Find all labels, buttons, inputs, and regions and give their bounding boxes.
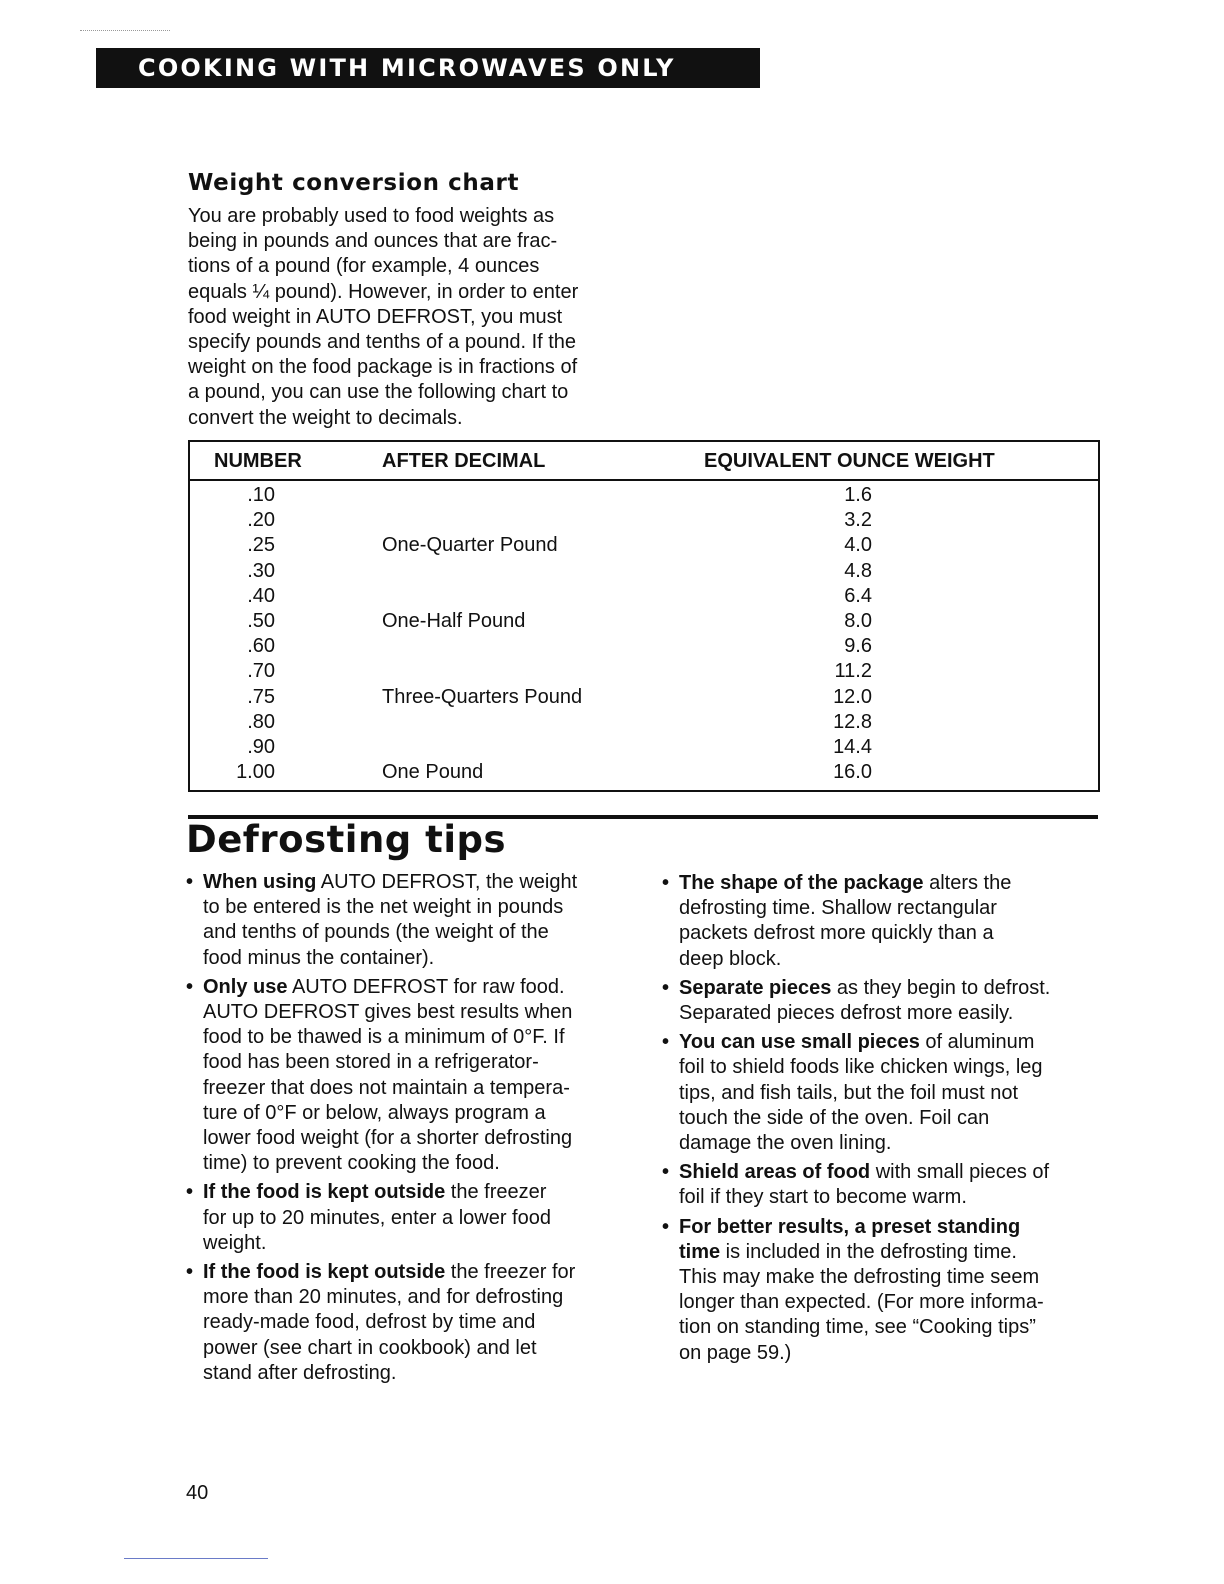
tip-text: food has been stored in a refrigerator- <box>203 1051 539 1074</box>
tip-text: packets defrost more quickly than a <box>679 922 994 945</box>
defrosting-tips-left-column <box>186 870 636 1390</box>
tip-line <box>203 946 636 971</box>
tip-line <box>679 1131 1102 1156</box>
cell-after-decimal: Three-Quarters Pound <box>382 685 583 708</box>
tip-lead: For better results, a preset standing <box>679 1215 1021 1238</box>
tip-text: foil to shield foods like chicken wings, leg <box>679 1056 1043 1079</box>
bullet-dot-icon: • <box>186 1261 194 1284</box>
intro-line: You are probably used to food weights as <box>188 205 555 227</box>
tip-lead: If the food is kept outside <box>203 1261 446 1284</box>
cell-number: .30 <box>247 559 275 582</box>
tip-line <box>203 1076 636 1101</box>
tip-text: weight. <box>203 1231 267 1254</box>
cell-after-decimal: One Pound <box>382 761 484 784</box>
tip-text: with small pieces of <box>870 1161 1050 1184</box>
cell-number: .80 <box>247 710 275 733</box>
tip-lead: When using <box>203 871 317 893</box>
tip-text: power (see chart in cookbook) and let <box>203 1336 537 1359</box>
cell-after-decimal: One-Half Pound <box>382 609 526 632</box>
tip-line <box>203 1000 636 1025</box>
tip-item <box>186 1260 636 1386</box>
tip-line <box>679 1315 1102 1340</box>
bullet-dot-icon: • <box>662 1031 670 1054</box>
tip-text: on page 59.) <box>679 1341 792 1364</box>
tip-line <box>203 895 636 920</box>
bullet-dot-icon: • <box>662 872 670 894</box>
intro-line: a pound, you can use the following chart to <box>188 381 569 404</box>
table-row <box>190 508 1098 533</box>
tip-text: more than 20 minutes, and for defrosting <box>203 1286 564 1309</box>
tip-text: time) to prevent cooking the food. <box>203 1152 500 1175</box>
tip-item <box>186 870 636 971</box>
tip-text: tips, and fish tails, but the foil must not <box>679 1081 1019 1104</box>
tip-text: alters the <box>923 872 1012 894</box>
cell-ounce-weight: 12.0 <box>833 685 872 708</box>
tip-lead: If the food is kept outside <box>203 1181 446 1204</box>
cell-ounce-weight: 1.6 <box>844 484 872 506</box>
tip-text: AUTO DEFROST for raw food. <box>287 975 565 998</box>
tip-text: for up to 20 minutes, enter a lower food <box>203 1206 551 1229</box>
tip-line <box>203 1285 636 1310</box>
page-number: 40 <box>186 1482 209 1504</box>
tip-line <box>203 1361 636 1386</box>
tip-text: deep block. <box>679 947 782 970</box>
tip-text: AUTO DEFROST, the weight <box>316 871 578 893</box>
tip-line <box>203 975 636 1000</box>
tip-text: tion on standing time, see “Cooking tips” <box>679 1316 1036 1339</box>
tip-line <box>679 1160 1102 1185</box>
cell-number: .25 <box>247 534 275 557</box>
tip-text: longer than expected. (For more informa- <box>679 1291 1044 1314</box>
cell-number: .60 <box>247 635 275 658</box>
tip-text: freezer that does not maintain a tempera- <box>203 1076 570 1099</box>
cell-ounce-weight: 8.0 <box>844 609 872 632</box>
section-banner: COOKING WITH MICROWAVES ONLY <box>96 48 760 88</box>
intro-line: convert the weight to decimals. <box>188 406 463 429</box>
cell-ounce-weight: 16.0 <box>833 761 872 784</box>
table-body <box>190 483 1098 785</box>
table-row <box>190 760 1098 785</box>
cell-ounce-weight: 14.4 <box>833 735 872 758</box>
cell-number: .20 <box>247 509 275 532</box>
tip-line <box>679 871 1102 896</box>
cell-number: .10 <box>247 484 275 506</box>
tip-item <box>662 1215 1102 1366</box>
column-header-ounce-weight: EQUIVALENT OUNCE WEIGHT <box>704 450 995 472</box>
tip-text: damage the oven lining. <box>679 1132 892 1155</box>
table-row <box>190 685 1098 710</box>
tip-line <box>679 947 1102 972</box>
tip-line <box>203 1151 636 1176</box>
intro-line: weight on the food package is in fractions of <box>188 356 578 379</box>
tip-line <box>679 896 1102 921</box>
bullet-dot-icon: • <box>662 1161 670 1184</box>
tip-line <box>679 1215 1102 1240</box>
tip-line <box>679 1290 1102 1315</box>
tip-line <box>203 870 636 895</box>
tip-line <box>203 920 636 945</box>
tip-line <box>679 1341 1102 1366</box>
scan-edge-line <box>124 1558 268 1559</box>
cell-number: .75 <box>247 685 275 708</box>
tip-line <box>679 1055 1102 1080</box>
table-row <box>190 634 1098 659</box>
cell-ounce-weight: 9.6 <box>844 635 872 658</box>
tip-item <box>662 1160 1102 1210</box>
tip-line <box>679 1081 1102 1106</box>
tip-text: food minus the container). <box>203 946 435 969</box>
defrosting-tips-right-column <box>662 871 1102 1370</box>
table-row <box>190 710 1098 735</box>
bullet-dot-icon: • <box>662 976 670 999</box>
tip-line <box>203 1126 636 1151</box>
tip-text: to be entered is the net weight in pounds <box>203 896 564 919</box>
tip-line <box>203 1336 636 1361</box>
cell-number: .70 <box>247 660 275 683</box>
tip-line <box>679 1240 1102 1265</box>
tip-line <box>203 1231 636 1256</box>
tip-text: lower food weight (for a shorter defrosting <box>203 1127 573 1150</box>
tip-line <box>679 976 1102 1001</box>
cell-after-decimal: One-Quarter Pound <box>382 534 558 557</box>
cell-ounce-weight: 11.2 <box>834 660 872 683</box>
cell-ounce-weight: 4.8 <box>844 559 872 582</box>
cell-number: 1.00 <box>236 761 275 784</box>
table-row <box>190 609 1098 634</box>
intro-line: tions of a pound (for example, 4 ounces <box>188 255 540 278</box>
tip-text: the freezer for <box>445 1261 576 1284</box>
tip-line <box>679 1185 1102 1210</box>
tip-line <box>679 1265 1102 1290</box>
tip-text: food to be thawed is a minimum of 0°F. If <box>203 1026 565 1049</box>
tip-item <box>662 976 1102 1026</box>
tip-text: ture of 0°F or below, always program a <box>203 1101 546 1124</box>
tip-lead: Shield areas of food <box>679 1161 871 1184</box>
cell-ounce-weight: 3.2 <box>844 509 872 532</box>
weight-chart-title: Weight conversion chart <box>188 170 520 196</box>
weight-conversion-table <box>188 440 1100 792</box>
intro-line: being in pounds and ounces that are frac- <box>188 230 558 253</box>
tip-line <box>679 1106 1102 1131</box>
tip-text: of aluminum <box>919 1031 1035 1054</box>
tip-text: ready-made food, defrost by time and <box>203 1311 536 1334</box>
tip-text: Separated pieces defrost more easily. <box>679 1002 1014 1025</box>
tip-text: defrosting time. Shallow rectangular <box>679 897 997 920</box>
tip-lead-cont: time <box>679 1240 721 1263</box>
table-row <box>190 533 1098 558</box>
intro-line: specify pounds and tenths of a pound. If the <box>188 331 577 354</box>
tip-text: This may make the defrosting time seem <box>679 1266 1040 1289</box>
cell-number: .40 <box>247 584 275 607</box>
tip-text: touch the side of the oven. Foil can <box>679 1106 990 1129</box>
tip-line <box>679 1001 1102 1026</box>
tip-line <box>203 1206 636 1231</box>
bullet-dot-icon: • <box>662 1215 670 1238</box>
column-header-after-decimal: AFTER DECIMAL <box>382 450 546 472</box>
tip-line <box>679 1030 1102 1055</box>
cell-number: .90 <box>247 735 275 758</box>
tip-lead: Only use <box>203 975 288 998</box>
cell-ounce-weight: 6.4 <box>844 584 872 607</box>
tip-line <box>203 1260 636 1285</box>
tip-text: stand after defrosting. <box>203 1361 397 1384</box>
tip-line <box>203 1310 636 1335</box>
tip-line <box>679 921 1102 946</box>
tip-text: and tenths of pounds (the weight of the <box>203 921 549 944</box>
column-header-number: NUMBER <box>214 450 302 472</box>
table-header <box>190 442 1098 481</box>
tip-text: is included in the defrosting time. <box>720 1240 1017 1263</box>
table-row <box>190 559 1098 584</box>
intro-line: equals ¼ pound). However, in order to enter <box>188 280 579 303</box>
intro-line: food weight in AUTO DEFROST, you must <box>188 305 563 328</box>
tip-text: as they begin to defrost. <box>831 976 1051 999</box>
tip-item <box>186 975 636 1177</box>
table-row <box>190 659 1098 684</box>
tip-line <box>203 1050 636 1075</box>
tip-lead: You can use small pieces <box>679 1031 920 1054</box>
tip-line <box>203 1101 636 1126</box>
bullet-dot-icon: • <box>186 1181 194 1204</box>
bullet-dot-icon: • <box>186 975 194 998</box>
tip-lead: Separate pieces <box>679 976 832 999</box>
tip-item <box>662 871 1102 972</box>
tip-line <box>203 1025 636 1050</box>
scan-specks <box>80 30 170 35</box>
tip-line <box>203 1180 636 1205</box>
tip-item <box>662 1030 1102 1156</box>
tip-lead: The shape of the package <box>679 872 924 894</box>
weight-chart-intro <box>188 204 628 431</box>
tip-text: AUTO DEFROST gives best results when <box>203 1001 573 1024</box>
table-row <box>190 483 1098 508</box>
tip-text: foil if they start to become warm. <box>679 1186 967 1209</box>
cell-ounce-weight: 4.0 <box>844 534 872 557</box>
tip-text: the freezer <box>445 1181 547 1204</box>
table-row <box>190 584 1098 609</box>
tip-item <box>186 1180 636 1256</box>
defrosting-tips-title: Defrosting tips <box>186 818 507 861</box>
cell-ounce-weight: 12.8 <box>833 710 872 733</box>
bullet-dot-icon: • <box>186 871 194 893</box>
table-row <box>190 735 1098 760</box>
cell-number: .50 <box>247 609 275 632</box>
